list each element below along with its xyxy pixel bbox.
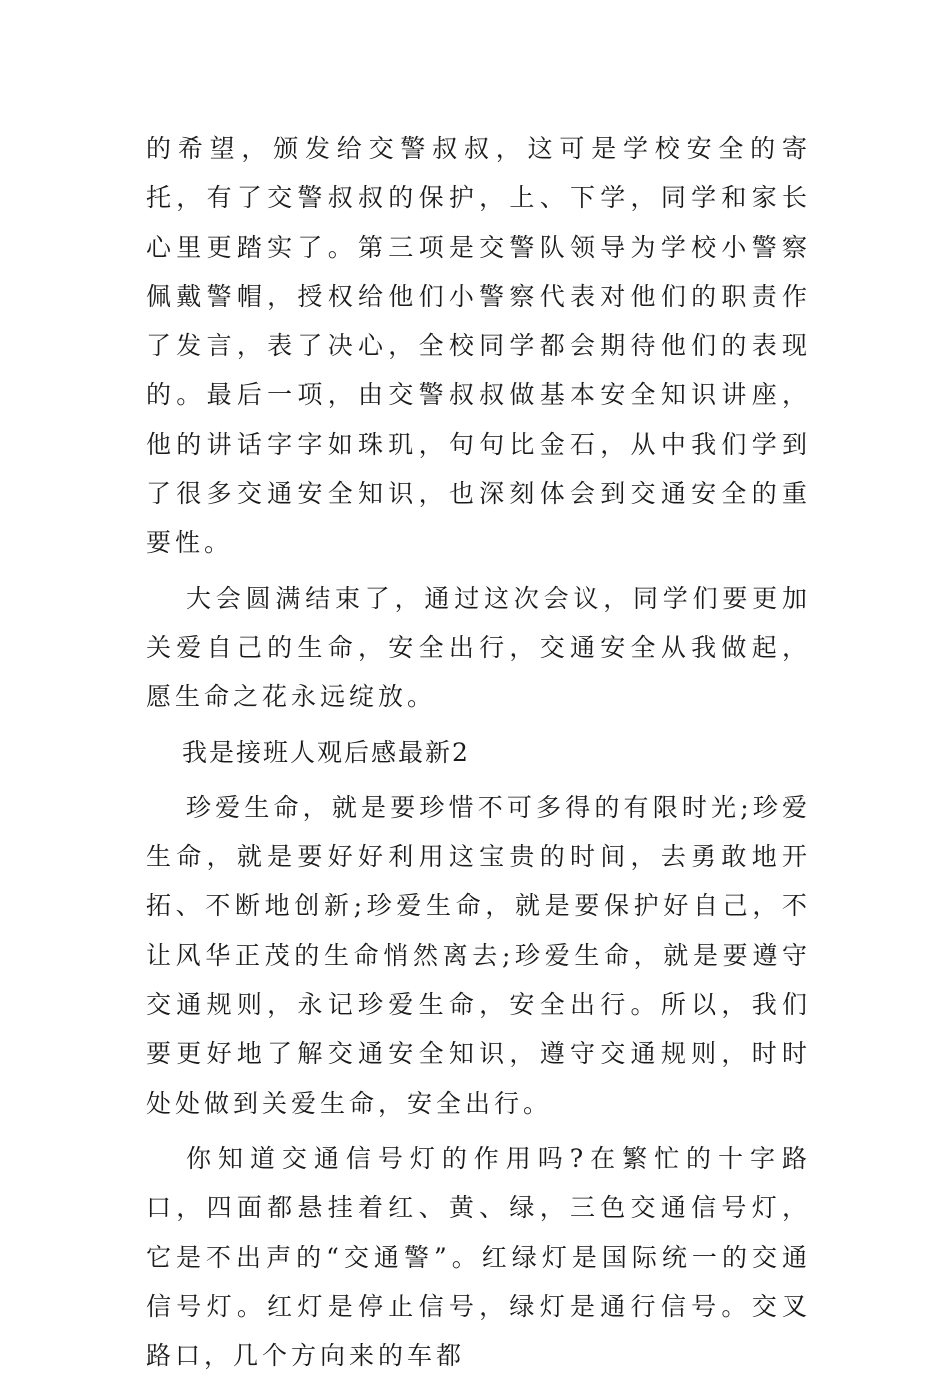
section-heading: 我是接班人观后感最新2 [182,737,470,767]
paragraph-continued: 的希望，颁发给交警叔叔，这可是学校安全的寄托，有了交警叔叔的保护，上、下学，同学和家长心里更踏实了。第三项是交警队领导为学校小警察佩戴警帽，授权给他们小警察代表对他们的职责作了发言，表了决心，全校同学都会期待他们的表现的。最后一项，由交警叔叔做基本安全知识讲座，他的讲话字字如珠玑，句句比金石，从中我们学到了很多交通安全知识，也深刻体会到交通安全的重要性。 [146,134,811,558]
paragraph-cherish-life: 珍爱生命，就是要珍惜不可多得的有限时光;珍爱生命，就是要好好利用这宝贵的时间，去勇敢地开拓、不断地创新;珍爱生命，就是要保护好自己，不让风华正茂的生命悄然离去;珍爱生命，就是要遵守交通规则，永记珍爱生命，安全出行。所以，我们要更好地了解交通安全知识，遵守交通规则，时时处处做到关爱生命，安全出行。 [146,792,811,1118]
paragraph-traffic-lights: 你知道交通信号灯的作用吗?在繁忙的十字路口，四面都悬挂着红、黄、绿，三色交通信号灯，它是不出声的“交通警”。红绿灯是国际统一的交通信号灯。红灯是停止信号，绿灯是通行信号。交叉路口，几个方向来的车都 [146,1143,811,1371]
document-body [146,124,811,1380]
paragraph-conclusion: 大会圆满结束了，通过这次会议，同学们要更加关爱自己的生命，安全出行，交通安全从我做起，愿生命之花永远绽放。 [146,583,811,712]
